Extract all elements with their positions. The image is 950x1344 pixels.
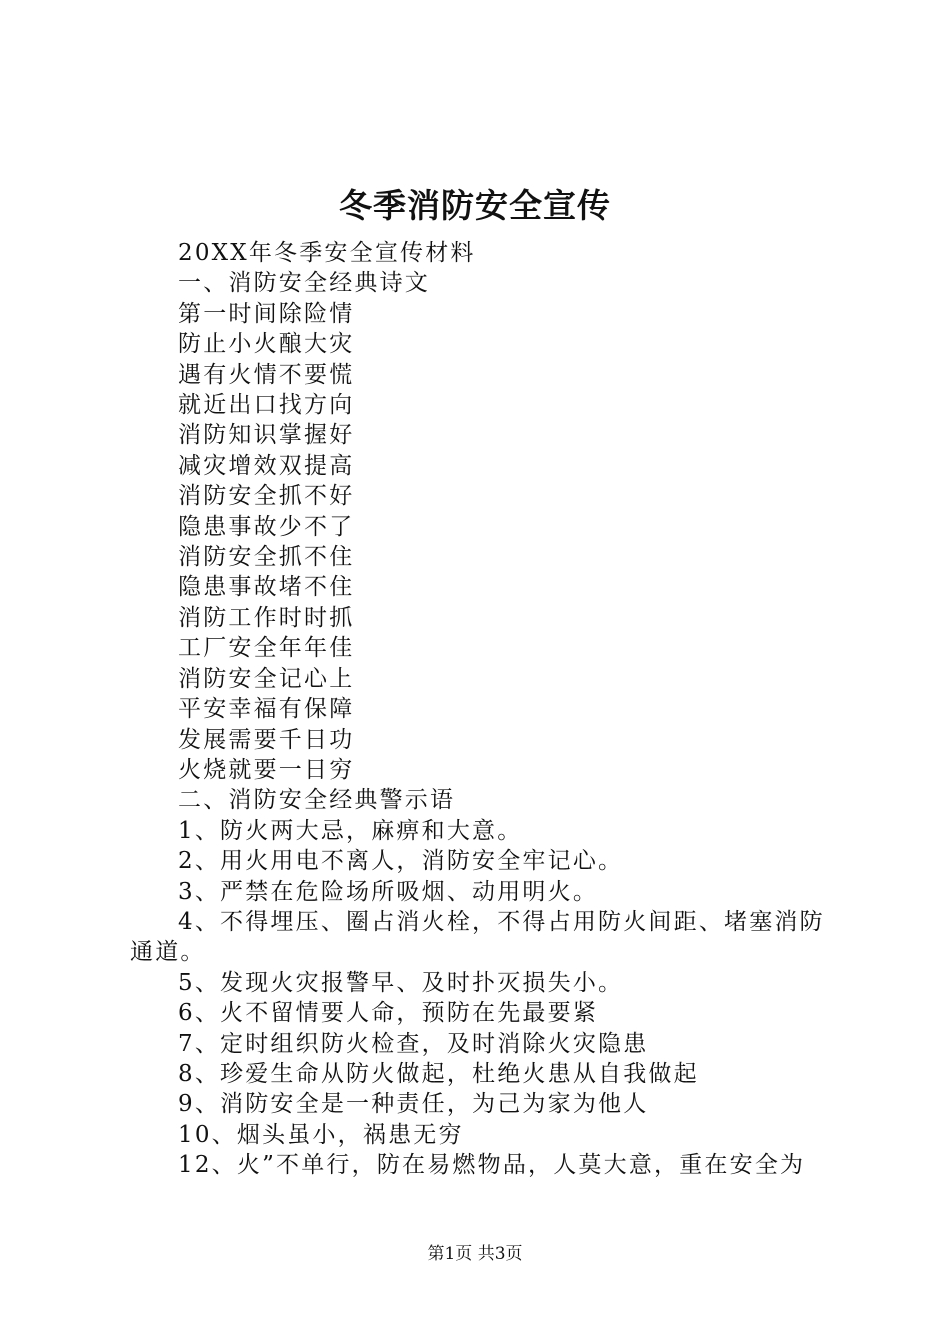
poem-line: 遇有火情不要慌 (178, 361, 355, 388)
poem-line: 消防工作时时抓 (178, 604, 355, 631)
document-title: 冬季消防安全宣传 (339, 186, 611, 225)
poem-line: 工厂安全年年佳 (178, 635, 355, 662)
page-footer: 第1页 共3页 (427, 1244, 523, 1264)
poem-line: 隐患事故堵不住 (178, 574, 355, 601)
poem-line: 就近出口找方向 (178, 392, 355, 419)
section-heading: 一、消防安全经典诗文 (178, 270, 430, 297)
slogan-item: 7、定时组织防火检查，及时消除火灾隐患 (178, 1030, 649, 1057)
poem-line: 消防安全抓不好 (178, 483, 355, 510)
slogan-item: 3、严禁在危险场所吸烟、动用明火。 (178, 878, 599, 905)
slogan-item: 8、珍爱生命从防火做起，杜绝火患从自我做起 (178, 1060, 699, 1087)
poem-line: 火烧就要一日穷 (178, 756, 355, 783)
slogan-item: 12、火”不单行，防在易燃物品，人莫大意，重在安全为 (178, 1152, 806, 1179)
slogan-item: 5、发现火灾报警早、及时扑灭损失小。 (178, 969, 624, 996)
poem-line: 消防安全抓不住 (178, 544, 355, 571)
poem-line: 减灾增效双提高 (178, 452, 355, 479)
section-heading: 二、消防安全经典警示语 (178, 787, 456, 814)
slogan-item: 9、消防安全是一种责任，为己为家为他人 (178, 1091, 649, 1118)
poem-line: 防止小火酿大灾 (178, 331, 355, 358)
poem-line: 隐患事故少不了 (178, 513, 355, 540)
poem-line: 平安幸福有保障 (178, 696, 355, 723)
poem-line: 消防知识掌握好 (178, 422, 355, 449)
poem-line: 消防安全记心上 (178, 665, 355, 692)
poem-line: 发展需要千日功 (178, 726, 355, 753)
slogan-item: 10、烟头虽小，祸患无穷 (178, 1121, 464, 1148)
poem-line: 第一时间除险情 (178, 300, 355, 327)
slogan-item: 1、防火两大忌，麻痹和大意。 (178, 817, 523, 844)
slogan-item: 2、用火用电不离人，消防安全牢记心。 (178, 848, 624, 875)
slogan-item: 4、不得埋压、圈占消火栓，不得占用防火间距、堵塞消防通道。 (130, 908, 825, 966)
slogan-item: 6、火不留情要人命，预防在先最要紧 (178, 1000, 599, 1027)
paragraph-line: 20XX年冬季安全宣传材料 (178, 240, 476, 266)
document-body (130, 238, 830, 1181)
